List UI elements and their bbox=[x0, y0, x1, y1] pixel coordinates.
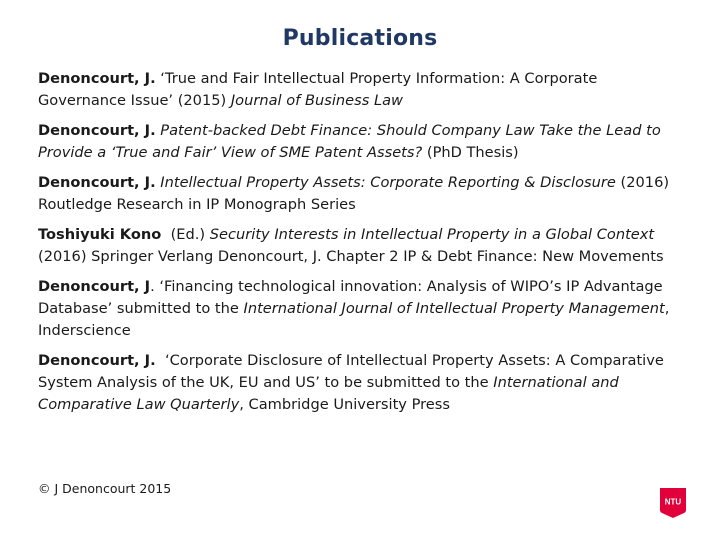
copyright-footer: © J Denoncourt 2015 bbox=[38, 481, 172, 496]
publication-title: Intellectual Property Assets: Corporate Reporting & Disclosure bbox=[160, 174, 616, 192]
publication-text: (2016) Routledge Research in IP Monograph Series bbox=[38, 174, 670, 213]
publication-tail: , Cambridge University Press bbox=[239, 395, 450, 413]
publication-author: Denoncourt, J. bbox=[38, 352, 156, 370]
ntu-logo-text: NTU bbox=[664, 497, 682, 507]
publication-journal: Journal of Business Law bbox=[230, 91, 403, 109]
page-title: Publications bbox=[282, 26, 438, 51]
publication-item bbox=[38, 68, 688, 112]
publication-item bbox=[38, 172, 688, 216]
publication-tail: , Inderscience bbox=[38, 300, 670, 339]
publication-author: Denoncourt, J bbox=[38, 278, 151, 296]
publication-text: ‘Corporate Disclosure of Intellectual Property Assets: A Comparative System Analysis of the UK, EU and US’ to be submitted to the bbox=[38, 352, 664, 392]
publication-journal: International Journal of Intellectual Property Management bbox=[243, 300, 665, 318]
publication-item bbox=[38, 350, 688, 415]
publication-item bbox=[38, 120, 688, 164]
publication-journal: International and Comparative Law Quarterly bbox=[38, 374, 619, 413]
publication-note: (PhD Thesis) bbox=[426, 143, 519, 161]
publication-text: (2016) Springer Verlang Denoncourt, J. Chapter 2 IP & Debt Finance: New Movements bbox=[38, 248, 664, 266]
publication-list bbox=[38, 68, 688, 424]
publication-author: Denoncourt, J. bbox=[38, 70, 156, 87]
publication-title: Security Interests in Intellectual Property in a Global Context bbox=[209, 226, 655, 244]
publication-author: Toshiyuki Kono bbox=[38, 226, 162, 244]
publication-item bbox=[38, 276, 688, 341]
publication-text: ‘True and Fair Intellectual Property Information: A Corporate Governance Issue’ (2015) bbox=[38, 70, 598, 109]
publication-author: Denoncourt, J. bbox=[38, 122, 156, 140]
ntu-logo bbox=[660, 488, 686, 518]
publication-editor-note: (Ed.) bbox=[170, 226, 206, 244]
publication-text: . ‘Financing technological innovation: Analysis of WIPO’s IP Advantage Database’ submitted to the bbox=[38, 278, 663, 318]
publication-item bbox=[38, 224, 688, 268]
publication-title: Patent-backed Debt Finance: Should Company Law Take the Lead to Provide a ‘True and Fair’ View of SME Patent Assets? bbox=[38, 122, 661, 161]
publication-author: Denoncourt, J. bbox=[38, 174, 156, 192]
